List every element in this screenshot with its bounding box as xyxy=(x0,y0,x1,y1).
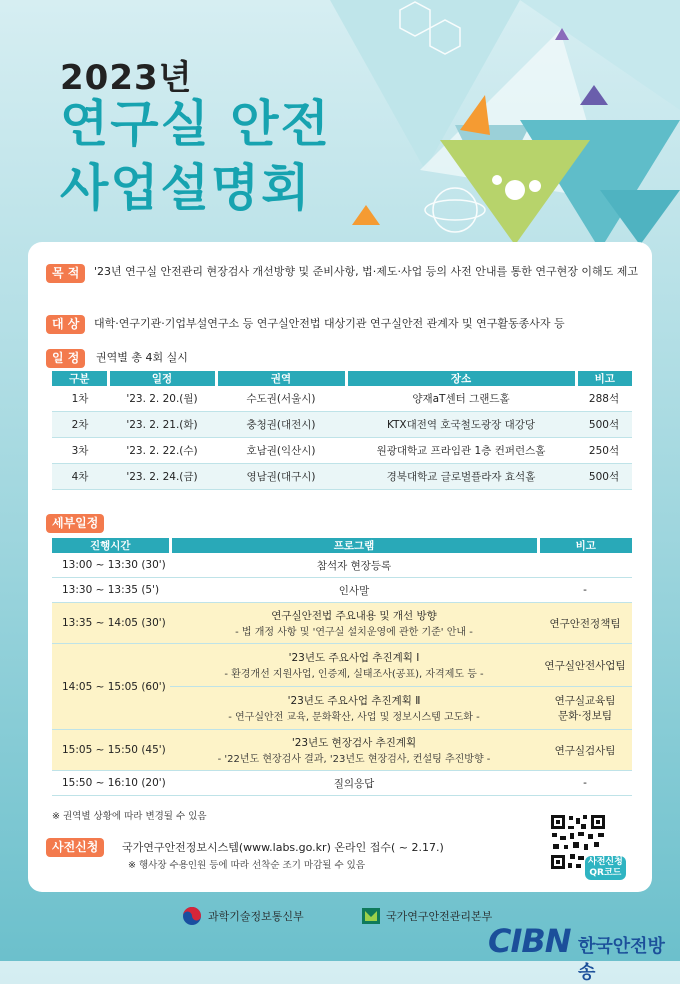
program-subtitle: - 연구실안전 교육, 문화확산, 사업 및 정보시스템 고도화 - xyxy=(228,712,480,723)
detail-tag: 세부일정 xyxy=(46,514,104,533)
registration-note: ※ 행사장 수용인원 등에 따라 선착순 조기 마감될 수 있음 xyxy=(128,860,366,871)
table-cell: 2차 xyxy=(52,412,108,438)
time-cell: 13:00 ~ 13:30 (30') xyxy=(52,553,170,578)
schedule-header-cell: 장소 xyxy=(346,371,576,386)
page-title xyxy=(60,92,331,220)
table-cell: 500석 xyxy=(576,464,632,490)
schedule-tag: 일 정 xyxy=(46,349,85,368)
taegeuk-logo-icon xyxy=(182,906,202,926)
event-year: 2023년 xyxy=(60,58,193,98)
schedule-header-row xyxy=(52,371,632,386)
table-cell: 영남권(대구시) xyxy=(216,464,346,490)
table-cell: 경북대학교 글로벌플라자 효석홀 xyxy=(346,464,576,490)
program-subtitle: - 환경개선 지원사업, 인증제, 실태조사(공표), 자격제도 등 - xyxy=(224,669,484,680)
table-row xyxy=(52,553,632,578)
detail-header-cell: 진행시간 xyxy=(52,538,170,553)
registration-text: 국가연구안전정보시스템(www.labs.go.kr) 온라인 접수( ~ 2.17.) xyxy=(122,841,444,854)
program-cell: 인사말 xyxy=(170,578,538,603)
time-cell: 14:05 ~ 15:05 (60') xyxy=(52,644,170,730)
table-cell: 3차 xyxy=(52,438,108,464)
note-cell xyxy=(538,687,632,730)
table-cell: '23. 2. 20.(월) xyxy=(108,386,216,412)
note-cell xyxy=(538,553,632,578)
table-cell: 수도권(서울시) xyxy=(216,386,346,412)
note-line: 문화·정보팀 xyxy=(557,710,613,722)
table-cell: 양재aT센터 그랜드홀 xyxy=(346,386,576,412)
broadcaster-logo: CIBN xyxy=(488,922,571,960)
detail-header-row xyxy=(52,538,632,553)
title-line-1: 연구실 안전 xyxy=(60,95,331,153)
detail-header-cell: 비고 xyxy=(538,538,632,553)
table-cell: 원광대학교 프라임관 1층 컨퍼런스홀 xyxy=(346,438,576,464)
program-title: '23년도 주요사업 추진계획 Ⅱ xyxy=(287,695,421,707)
program-subtitle: - 법 개정 사항 및 '연구실 설치운영에 관한 기준' 안내 - xyxy=(235,627,473,638)
table-row xyxy=(52,438,632,464)
program-title: '23년도 주요사업 추진계획 Ⅰ xyxy=(288,652,420,664)
institute-logo-icon xyxy=(362,906,380,926)
schedule-header-cell: 비고 xyxy=(576,371,632,386)
table-row xyxy=(52,578,632,603)
table-row xyxy=(52,464,632,490)
program-cell xyxy=(170,644,538,687)
table-cell: 4차 xyxy=(52,464,108,490)
time-cell: 15:05 ~ 15:50 (45') xyxy=(52,730,170,771)
qr-label xyxy=(585,856,626,880)
program-cell xyxy=(170,687,538,730)
detail-footnote: ※ 권역별 상황에 따라 변경될 수 있음 xyxy=(52,811,207,822)
table-cell: KTX대전역 호국철도광장 대강당 xyxy=(346,412,576,438)
table-row xyxy=(52,603,632,644)
table-cell: 1차 xyxy=(52,386,108,412)
note-cell: - xyxy=(538,578,632,603)
schedule-header-cell: 권역 xyxy=(216,371,346,386)
time-cell: 13:30 ~ 13:35 (5') xyxy=(52,578,170,603)
broadcaster-name: 한국안전방송 xyxy=(578,936,665,983)
note-cell: - xyxy=(538,771,632,796)
detail-table xyxy=(52,538,632,796)
table-cell: '23. 2. 21.(화) xyxy=(108,412,216,438)
program-title: 연구실안전법 주요내용 및 개선 방향 xyxy=(271,610,437,622)
table-cell: 288석 xyxy=(576,386,632,412)
schedule-table xyxy=(52,371,632,490)
program-subtitle: - '22년도 현장검사 결과, '23년도 현장검사, 컨설팅 추진방향 - xyxy=(217,754,491,765)
table-cell: 호남권(익산시) xyxy=(216,438,346,464)
table-cell: 250석 xyxy=(576,438,632,464)
purpose-tag: 목 적 xyxy=(46,264,85,283)
program-cell: 질의응답 xyxy=(170,771,538,796)
institute-name: 국가연구안전관리본부 xyxy=(386,910,493,923)
table-row xyxy=(52,386,632,412)
note-cell: 연구실검사팀 xyxy=(538,730,632,771)
title-line-2: 사업설명회 xyxy=(60,159,312,217)
program-cell: 참석자 현장등록 xyxy=(170,553,538,578)
note-line: 연구실교육팀 xyxy=(554,695,616,707)
registration-tag: 사전신청 xyxy=(46,838,104,857)
table-cell: '23. 2. 24.(금) xyxy=(108,464,216,490)
table-cell: 500석 xyxy=(576,412,632,438)
note-cell: 연구안전정책팀 xyxy=(538,603,632,644)
table-row xyxy=(52,730,632,771)
program-cell xyxy=(170,730,538,771)
detail-header-cell: 프로그램 xyxy=(170,538,538,553)
qr-label-line: 사전신청 xyxy=(588,857,623,867)
qr-label-line: QR코드 xyxy=(589,868,622,878)
note-cell: 연구실안전사업팀 xyxy=(538,644,632,687)
purpose-text: '23년 연구실 안전관리 현장검사 개선방향 및 준비사항, 법·제도·사업 등의 사전 안내를 통한 연구현장 이해도 제고 xyxy=(94,265,639,278)
target-text: 대학·연구기관·기업부설연구소 등 연구실안전법 대상기관 연구실안전 관계자 및 연구활동종사자 등 xyxy=(94,317,565,330)
schedule-header-cell: 일정 xyxy=(108,371,216,386)
table-row xyxy=(52,771,632,796)
time-cell: 15:50 ~ 16:10 (20') xyxy=(52,771,170,796)
program-title: '23년도 현장검사 추진계획 xyxy=(291,737,417,749)
table-cell: 충청권(대전시) xyxy=(216,412,346,438)
table-cell: '23. 2. 22.(수) xyxy=(108,438,216,464)
schedule-header-cell: 구분 xyxy=(52,371,108,386)
time-cell: 13:35 ~ 14:05 (30') xyxy=(52,603,170,644)
schedule-summary: 권역별 총 4회 실시 xyxy=(96,351,188,364)
program-cell xyxy=(170,603,538,644)
table-row xyxy=(52,644,632,687)
ministry-name: 과학기술정보통신부 xyxy=(208,910,304,923)
target-tag: 대 상 xyxy=(46,315,85,334)
table-row xyxy=(52,412,632,438)
